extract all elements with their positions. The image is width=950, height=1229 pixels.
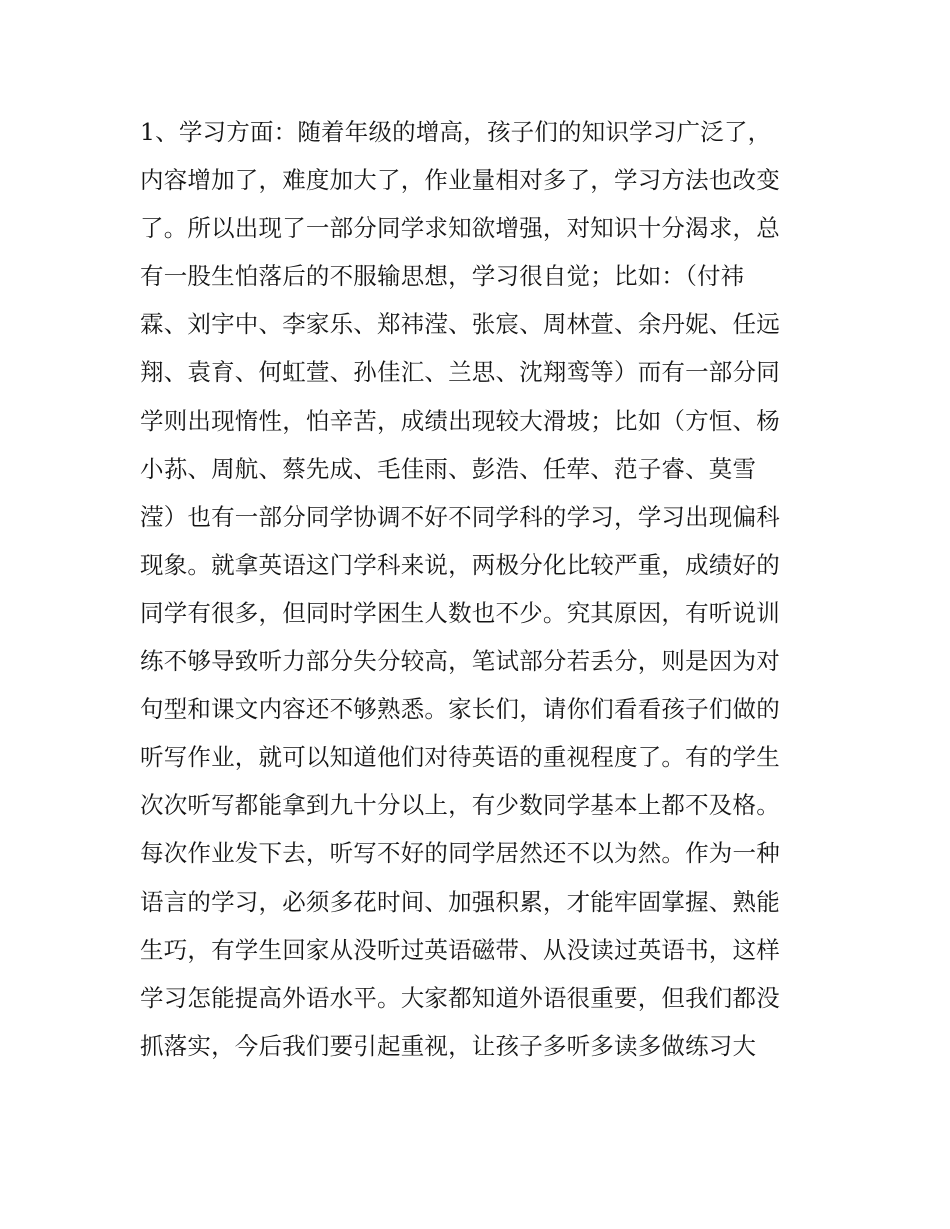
text-line: 滢）也有一部分同学协调不好不同学科的学习，学习出现偏科 [140,502,780,531]
text-line: 听写作业，就可以知道他们对待英语的重视程度了。有的学生 [140,743,780,772]
text-line: 了。所以出现了一部分同学求知欲增强，对知识十分渴求，总 [140,214,780,243]
text-line: 同学有很多，但同时学困生人数也不少。究其原因，有听说训 [140,598,780,627]
text-line: 翔、袁育、何虹萱、孙佳汇、兰思、沈翔鸾等）而有一部分同 [140,358,780,387]
text-line: 练不够导致听力部分失分较高，笔试部分若丢分，则是因为对 [140,647,780,676]
text-line: 1、学习方面：随着年级的增高，孩子们的知识学习广泛了， [140,118,772,146]
text-line: 句型和课文内容还不够熟悉。家长们，请你们看看孩子们做的 [140,695,780,724]
text-line: 语言的学习，必须多花时间、加强积累，才能牢固掌握、熟能 [140,887,780,916]
text-line: 抓落实，今后我们要引起重视，让孩子多听多读多做练习大 [140,1031,757,1060]
text-line: 学习怎能提高外语水平。大家都知道外语很重要，但我们都没 [140,983,780,1012]
text-line: 生巧，有学生回家从没听过英语磁带、从没读过英语书，这样 [140,935,780,964]
text-line: 内容增加了，难度加大了，作业量相对多了，学习方法也改变 [140,166,780,195]
text-line: 现象。就拿英语这门学科来说，两极分化比较严重，成绩好的 [140,550,780,579]
text-line: 霖、刘宇中、李家乐、郑祎滢、张宸、周林萱、余丹妮、任远 [140,310,780,339]
text-line: 每次作业发下去，听写不好的同学居然还不以为然。作为一种 [140,839,780,868]
paragraph-study [140,108,830,1070]
text-line: 小荪、周航、蔡先成、毛佳雨、彭浩、任荦、范子睿、莫雪 [140,454,757,483]
text-line: 学则出现惰性，怕辛苦，成绩出现较大滑坡；比如（方恒、杨 [140,406,780,435]
text-line: 有一股生怕落后的不服输思想，学习很自觉；比如：（付祎 [140,262,745,291]
text-line: 次次听写都能拿到九十分以上，有少数同学基本上都不及格。 [140,791,780,820]
